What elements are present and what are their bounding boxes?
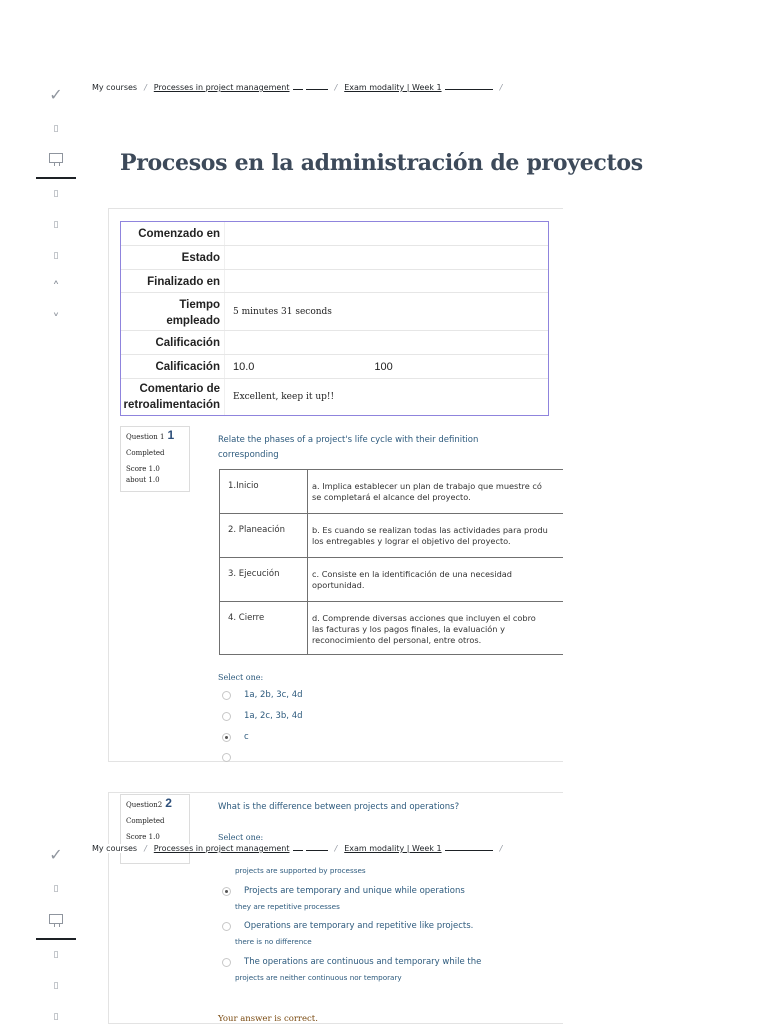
question1-select-label: Select one: <box>218 673 264 682</box>
question1-option[interactable]: 1a, 2c, 3b, 4d <box>222 711 303 721</box>
question2-number: 2 <box>165 796 172 810</box>
phase-row: 3. Ejecución c. Consiste en la identificación de una necesidad oportunidad. <box>220 558 563 602</box>
feedback-comment: Excellent, keep it up!! <box>233 392 335 402</box>
question1-number: 1 <box>167 428 175 442</box>
time-taken-value: 5 minutes 31 seconds <box>233 306 332 317</box>
option-subtext: there is no difference <box>235 937 312 946</box>
radio-button-selected[interactable] <box>222 733 231 742</box>
breadcrumb-home[interactable]: My courses <box>92 844 138 853</box>
summary-row-started: Comenzado en <box>121 222 548 246</box>
summary-row-feedback: Comentario de retroalimentación Excellent, keep it up!! <box>121 379 548 415</box>
active-indicator <box>36 938 76 940</box>
breadcrumb: My courses / Processes in project management / Exam modality | Week 1 / <box>92 83 503 92</box>
breadcrumb-home[interactable]: My courses <box>92 83 138 92</box>
nav-rail-duplicate <box>36 0 76 1024</box>
page-title: Procesos en la administración de proyectos <box>120 150 643 176</box>
summary-row-grade: Calificación <box>121 331 548 355</box>
square-icon[interactable]: ▯ <box>53 1012 59 1022</box>
question1-max: about 1.0 <box>126 476 160 484</box>
question1-status: Completed <box>126 449 165 457</box>
question2-text: What is the difference between projects and operations? <box>218 802 460 812</box>
option-subtext: they are repetitive processes <box>235 902 340 911</box>
question1-text: Relate the phases of a project's life cycle with their definition corresponding <box>218 435 479 460</box>
breadcrumb-section[interactable]: Exam modality | Week 1 <box>344 83 442 92</box>
question2-info: Question2 2 Completed Score 1.0 <box>120 794 190 864</box>
phases-table <box>219 469 563 655</box>
question1-option[interactable]: c <box>222 732 249 742</box>
option-subtext: projects are neither continuous nor temporary <box>235 973 402 982</box>
question2-option[interactable]: The operations are continuous and temporary while the <box>222 957 481 967</box>
radio-button[interactable] <box>222 753 231 762</box>
question1-option[interactable] <box>222 753 244 762</box>
square-icon[interactable]: ▯ <box>53 981 59 991</box>
breadcrumb-section[interactable]: Exam modality | Week 1 <box>344 844 442 853</box>
question2-option[interactable]: Operations are temporary and repetitive like projects. <box>222 921 473 931</box>
chevron-down-icon[interactable]: ˅ <box>52 312 60 328</box>
question2-select-label: Select one: <box>218 833 264 842</box>
square-icon[interactable]: ▯ <box>53 220 59 230</box>
square-icon[interactable]: ▯ <box>53 950 59 960</box>
breadcrumb-course[interactable]: Processes in project management <box>153 844 290 853</box>
summary-row-finished: Finalizado en <box>121 270 548 293</box>
answer-feedback: Your answer is correct. <box>218 1014 318 1024</box>
question2-status: Completed <box>126 817 165 825</box>
radio-button[interactable] <box>222 958 231 967</box>
radio-button[interactable] <box>222 712 231 721</box>
square-icon[interactable]: ▯ <box>53 884 59 894</box>
check-icon[interactable]: ✓ <box>49 85 63 104</box>
question1-option[interactable]: 1a, 2b, 3c, 4d <box>222 690 303 700</box>
radio-button[interactable] <box>222 922 231 931</box>
summary-row-time-taken: Tiempo empleado 5 minutes 31 seconds <box>121 293 548 331</box>
grade-percent: 100 <box>374 360 393 373</box>
phase-row: 2. Planeación b. Es cuando se realizan todas las actividades para produ los entregables y lograr el objetivo del proyecto. <box>220 514 563 558</box>
radio-button[interactable] <box>222 691 231 700</box>
option-subtext: projects are supported by processes <box>235 866 366 875</box>
square-icon[interactable]: ▯ <box>53 251 59 261</box>
breadcrumb-course[interactable]: Processes in project management <box>153 83 290 92</box>
summary-row-state: Estado <box>121 246 548 270</box>
radio-button-selected[interactable] <box>222 887 231 896</box>
square-icon[interactable]: ▯ <box>53 124 59 134</box>
phase-row: 4. Cierre d. Comprende diversas acciones que incluyen el cobro las facturas y los pagos finales, la evaluación y reconocimiento del personal, entre otros. <box>220 602 563 654</box>
chevron-up-icon[interactable]: ˄ <box>52 280 60 296</box>
check-icon[interactable]: ✓ <box>49 845 63 864</box>
square-icon[interactable]: ▯ <box>53 189 59 199</box>
question2-score: Score 1.0 <box>126 833 160 841</box>
question2-option[interactable]: Projects are temporary and unique while operations <box>222 886 465 896</box>
question1-score: Score 1.0 <box>126 465 160 473</box>
monitor-icon[interactable] <box>49 914 63 924</box>
question1-info: Question 1 1 Completed Score 1.0 about 1.0 <box>120 426 190 492</box>
grade-value: 10.0 <box>233 360 255 373</box>
attempt-summary-table <box>120 221 549 416</box>
phase-row: 1.Inicio a. Implica establecer un plan de trabajo que muestre có se completará el alcance del proyecto. <box>220 470 563 514</box>
breadcrumb-duplicate: My courses / Processes in project management / Exam modality | Week 1 / <box>92 844 509 853</box>
summary-row-grade-value: Calificación 10.0 100 <box>121 355 548 379</box>
